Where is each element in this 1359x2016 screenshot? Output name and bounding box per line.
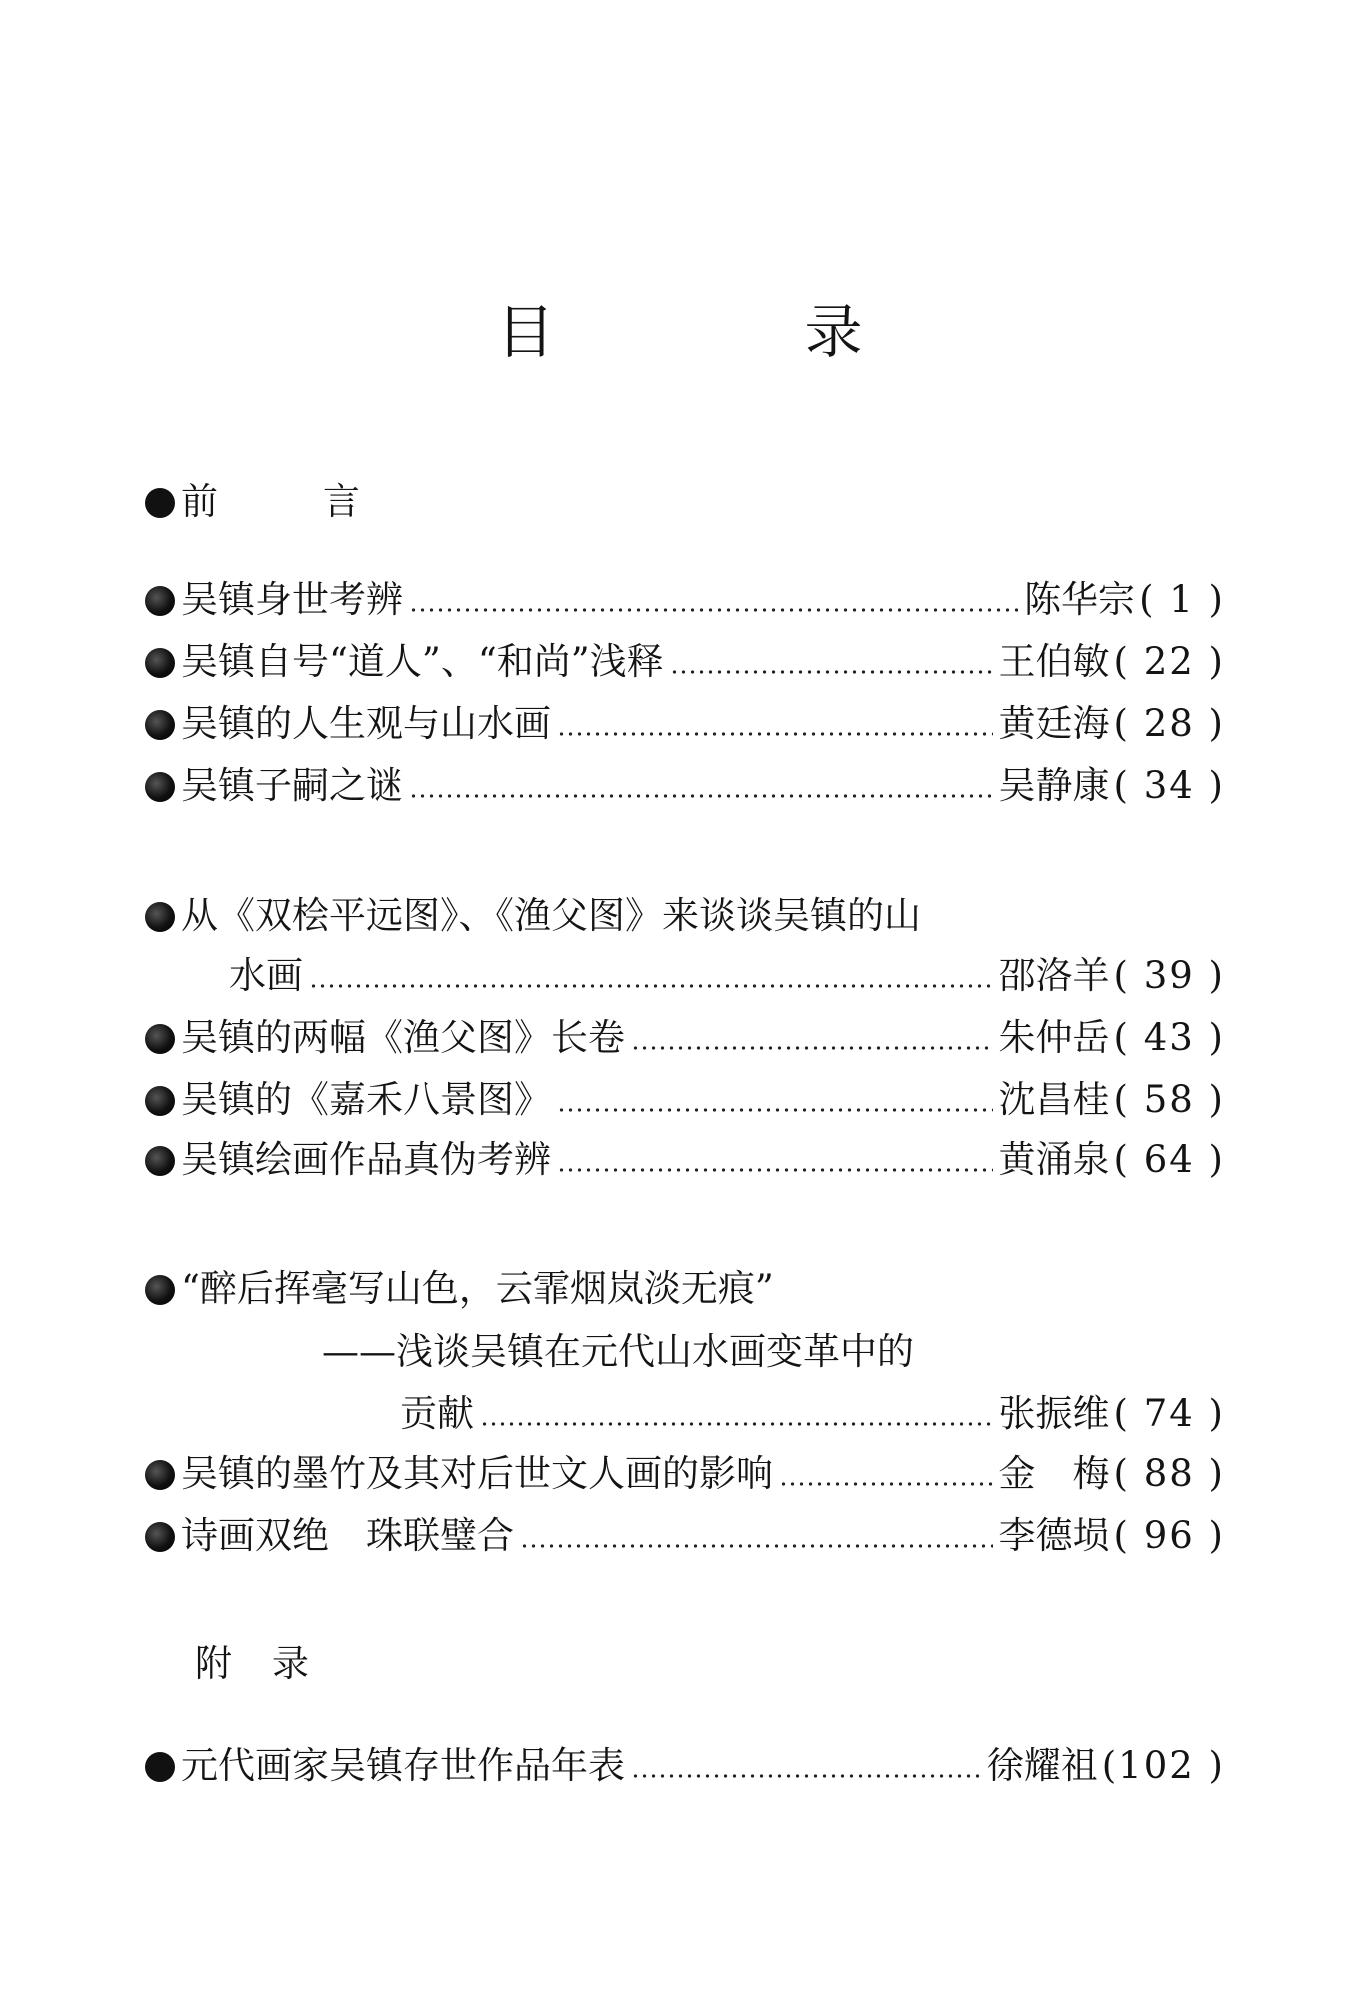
- bullet-icon: [145, 1024, 175, 1054]
- entry-page: ( 22 ): [1113, 640, 1225, 683]
- appendix-heading-1: 附: [195, 1642, 232, 1685]
- bullet-icon: [145, 488, 175, 518]
- preface-label-2: 言: [323, 480, 360, 523]
- entry-page: ( 58 ): [1113, 1078, 1225, 1121]
- entry-page: ( 43 ): [1113, 1016, 1225, 1059]
- leader-dots: [557, 1108, 993, 1112]
- toc-entry[interactable]: [145, 638, 1225, 686]
- toc-entry[interactable]: [145, 576, 1225, 624]
- bullet-icon: [145, 648, 175, 678]
- entry-page: ( 28 ): [1113, 702, 1225, 745]
- toc-entry[interactable]: [145, 1014, 1225, 1062]
- leader-dots: [779, 1482, 993, 1486]
- entry-title: 吴镇的墨竹及其对后世文人画的影响: [181, 1452, 773, 1495]
- entry-author: 朱仲岳: [998, 1016, 1110, 1059]
- leader-dots: [480, 1422, 993, 1426]
- entry-author: 黄涌泉: [998, 1138, 1110, 1181]
- entry-title: 吴镇子嗣之谜: [181, 764, 403, 807]
- leader-dots: [631, 1774, 981, 1778]
- entry-page: ( 74 ): [1113, 1392, 1225, 1435]
- bullet-icon: [145, 902, 175, 932]
- toc-entry[interactable]: [145, 892, 1225, 940]
- toc-entry[interactable]: [145, 1742, 1225, 1790]
- toc-entry[interactable]: [145, 1512, 1225, 1560]
- entry-title-continuation: 水画: [229, 954, 303, 997]
- toc-entry[interactable]: [145, 1076, 1225, 1124]
- entry-title: 吴镇的《嘉禾八景图》: [181, 1078, 551, 1121]
- entry-author: 陈华宗: [1024, 578, 1136, 621]
- toc-entry[interactable]: [145, 700, 1225, 748]
- entry-page: ( 88 ): [1113, 1452, 1225, 1495]
- entry-author: 吴静康: [998, 764, 1110, 807]
- entry-author: 邵洛羊: [998, 954, 1110, 997]
- entry-page: (102 ): [1101, 1744, 1225, 1787]
- bullet-icon: [145, 1086, 175, 1116]
- entry-page: ( 64 ): [1113, 1138, 1225, 1181]
- entry-page: ( 34 ): [1113, 764, 1225, 807]
- toc-preface[interactable]: [145, 478, 1225, 526]
- entry-title: 吴镇的两幅《渔父图》长卷: [181, 1016, 625, 1059]
- entry-title: 元代画家吴镇存世作品年表: [181, 1744, 625, 1787]
- entry-title: 吴镇绘画作品真伪考辨: [181, 1138, 551, 1181]
- leader-dots: [557, 1168, 993, 1172]
- toc-entry-subtitle[interactable]: [322, 1328, 1002, 1376]
- leader-dots: [520, 1544, 993, 1548]
- preface-label-1: 前: [181, 480, 218, 523]
- entry-title: “醉后挥毫写山色，云霏烟岚淡无痕”: [181, 1267, 774, 1310]
- toc-entry[interactable]: [145, 1450, 1225, 1498]
- entry-author: 沈昌桂: [998, 1078, 1110, 1121]
- toc-entry[interactable]: [145, 762, 1225, 810]
- entry-page: ( 96 ): [1113, 1514, 1225, 1557]
- leader-dots: [557, 732, 993, 736]
- toc-entry-continuation[interactable]: [229, 952, 1225, 1000]
- toc-entry-continuation[interactable]: [400, 1390, 1225, 1438]
- bullet-icon: [145, 1460, 175, 1490]
- bullet-icon: [145, 710, 175, 740]
- entry-title-continuation: 贡献: [400, 1392, 474, 1435]
- toc-entry[interactable]: [145, 1265, 1225, 1313]
- entry-subtitle: ——浅谈吴镇在元代山水画变革中的: [322, 1330, 914, 1373]
- bullet-icon: [145, 1275, 175, 1305]
- appendix-heading: [195, 1640, 309, 1688]
- entry-author: 王伯敏: [998, 640, 1110, 683]
- entry-author: 李德埙: [998, 1514, 1110, 1557]
- entry-author: 黄廷海: [998, 702, 1110, 745]
- entry-title: 从《双桧平远图》、《渔父图》来谈谈吴镇的山: [181, 894, 921, 937]
- appendix-heading-2: 录: [272, 1642, 309, 1685]
- page-title-char-2: 录: [804, 298, 863, 366]
- page-title: [0, 285, 1359, 369]
- entry-page: ( 1 ): [1139, 578, 1225, 621]
- toc-entry[interactable]: [145, 1136, 1225, 1184]
- bullet-icon: [145, 772, 175, 802]
- entry-author: 徐耀祖: [986, 1744, 1098, 1787]
- leader-dots: [409, 608, 1018, 612]
- entry-title: 吴镇自号“道人”、“和尚”浅释: [181, 640, 664, 683]
- bullet-icon: [145, 1146, 175, 1176]
- bullet-icon: [145, 1522, 175, 1552]
- page-title-char-1: 目: [496, 298, 555, 366]
- leader-dots: [409, 794, 993, 798]
- entry-title: 吴镇的人生观与山水画: [181, 702, 551, 745]
- entry-page: ( 39 ): [1113, 954, 1225, 997]
- leader-dots: [309, 984, 993, 988]
- entry-title: 诗画双绝 珠联璧合: [181, 1514, 514, 1557]
- entry-title: 吴镇身世考辨: [181, 578, 403, 621]
- leader-dots: [631, 1046, 993, 1050]
- entry-author: 金 梅: [998, 1452, 1110, 1495]
- bullet-icon: [145, 586, 175, 616]
- entry-author: 张振维: [998, 1392, 1110, 1435]
- leader-dots: [670, 670, 993, 674]
- bullet-icon: [145, 1752, 175, 1782]
